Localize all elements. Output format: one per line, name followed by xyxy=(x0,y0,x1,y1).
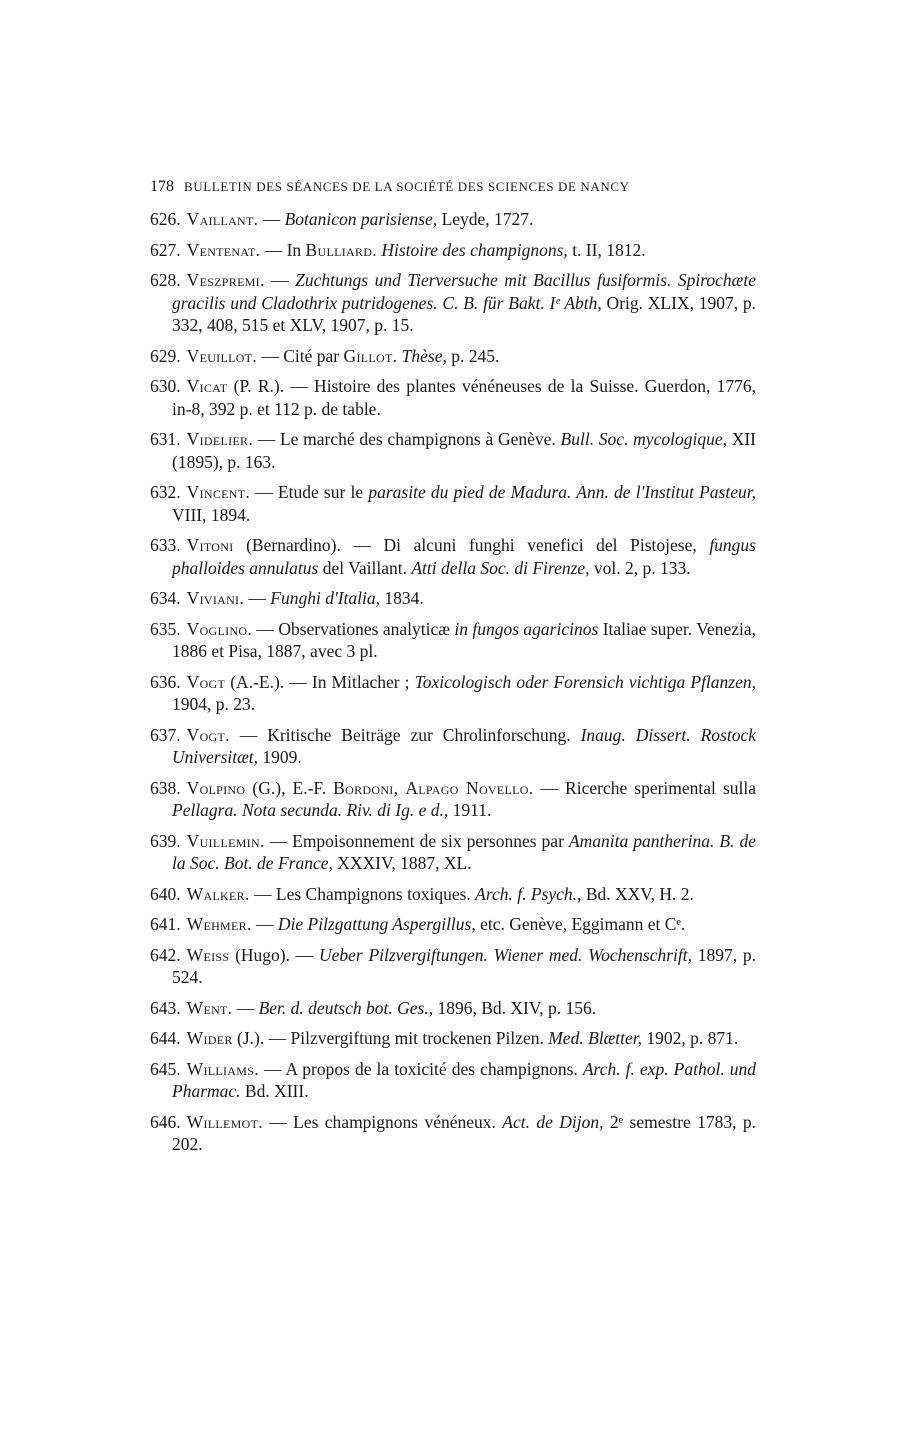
entry-text: — Les champignons vénéneux. xyxy=(262,1111,503,1132)
bibliography-entry xyxy=(150,534,756,579)
bibliography-entry xyxy=(150,481,756,526)
entry-number: 633. xyxy=(150,535,181,555)
author-name: Weiss xyxy=(186,944,230,965)
title-text: Pellagra. Nota secunda. Riv. di Ig. e d., xyxy=(172,800,449,820)
title-text: Die Pilzgattung Aspergillus, xyxy=(277,914,476,934)
bibliography-entry xyxy=(150,208,756,231)
author-name: Veszpremi. xyxy=(186,270,265,290)
entry-number: 636. xyxy=(150,671,181,692)
bibliography-entry xyxy=(150,997,756,1020)
entry-number: 645. xyxy=(150,1058,181,1079)
bibliography-entry xyxy=(150,345,756,368)
author-name: Vitoni xyxy=(186,535,234,555)
entry-number: 637. xyxy=(150,724,181,745)
bibliography-entry xyxy=(150,1111,756,1156)
entry-text: — A propos de la toxicité des champignons. xyxy=(258,1058,583,1079)
bibliography-list xyxy=(150,208,756,1164)
entry-text: p. 245. xyxy=(446,345,500,366)
title-text: fungus phalloides annulatus xyxy=(172,535,756,578)
bibliography-entry xyxy=(150,428,756,473)
entry-text: (J.). — Pilzvergiftung mit trockenen Pilzen. xyxy=(232,1028,549,1048)
page-number: 178 xyxy=(150,178,174,195)
author-name: Bordoni, xyxy=(333,777,399,798)
author-name: Vuillemin. xyxy=(186,830,265,851)
author-name: Voglino. xyxy=(186,618,253,639)
entry-text: — xyxy=(264,270,296,290)
bibliography-entry xyxy=(150,724,756,769)
title-text: Zuchtungs und Tierversuche mit Bacillus fusiformis. Spirochæte gracilis und Cladothrix putridogenes. C. B. für Bakt. Iᵉ Abth, xyxy=(172,270,756,313)
entry-number: 644. xyxy=(150,1028,181,1048)
entry-number: 629. xyxy=(150,345,181,366)
entry-number: 627. xyxy=(150,239,181,260)
bibliography-entry xyxy=(150,269,756,337)
entry-text: — Ricerche sperimental sulla xyxy=(533,777,756,798)
entry-text: — xyxy=(251,914,278,934)
entry-text: Italiae super. Venezia, 1886 et Pisa, 1887, avec 3 pl. xyxy=(172,618,756,661)
title-text: Ueber Pilzvergiftungen. Wiener med. Wochenschrift, xyxy=(318,944,693,965)
entry-text: Bd. XIII. xyxy=(240,1081,309,1101)
entry-number: 640. xyxy=(150,883,181,904)
bibliography-entry xyxy=(150,671,756,716)
entry-text: — Cité par xyxy=(257,345,344,366)
entry-number: 634. xyxy=(150,588,181,608)
bibliography-entry xyxy=(150,618,756,663)
author-name: Alpago Novello. xyxy=(405,777,534,798)
entry-text: — Empoisonnement de six personnes par xyxy=(264,830,569,851)
author-name: Veuillot. xyxy=(186,345,257,366)
running-head-title: BULLETIN DES SÉANCES DE LA SOCIÉTÉ DES SCIENCES DE NANCY xyxy=(184,179,630,194)
entry-text: Leyde, 1727. xyxy=(437,209,534,229)
entry-text: XXXIV, 1887, XL. xyxy=(332,853,472,873)
entry-text: 1902, p. 871. xyxy=(642,1028,739,1048)
entry-text: Bd. XXV, H. 2. xyxy=(581,883,694,904)
author-name: Viviani. xyxy=(186,588,245,608)
bibliography-entry xyxy=(150,944,756,989)
entry-text: t. II, 1812. xyxy=(567,239,646,260)
entry-number: 646. xyxy=(150,1111,181,1132)
title-text: Funghi d'Italia, xyxy=(270,588,380,608)
title-text: Toxicologisch oder Forensich vichtiga Pflanzen, xyxy=(414,671,756,692)
entry-number: 643. xyxy=(150,997,181,1018)
entry-text: — Les Champignons toxiques. xyxy=(249,883,476,904)
bibliography-entry xyxy=(150,883,756,906)
title-text: Amanita pantherina. B. de la Soc. Bot. de France, xyxy=(172,830,756,873)
entry-text: (Bernardino). — Di alcuni funghi venefici del Pistojese, xyxy=(233,535,710,555)
author-name: Wider xyxy=(186,1028,233,1048)
entry-text: (G.), E.-F. xyxy=(245,777,334,798)
bibliography-entry xyxy=(150,1027,756,1050)
entry-text: (Hugo). — xyxy=(229,944,319,965)
entry-text: XII (1895), p. 163. xyxy=(172,429,756,472)
entry-text: 1909. xyxy=(258,747,302,767)
title-text: parasite du pied de Madura. Ann. de l'Institut Pasteur, xyxy=(368,482,756,502)
entry-number: 632. xyxy=(150,482,181,502)
bibliography-entry xyxy=(150,1058,756,1103)
entry-text: — xyxy=(232,997,259,1018)
entry-text: — Observationes analyticæ xyxy=(252,618,455,639)
bibliography-entry xyxy=(150,830,756,875)
author-name: Vicat xyxy=(186,376,228,396)
entry-text: — In xyxy=(260,239,306,260)
title-text: Arch. f. exp. Pathol. und Pharmac. xyxy=(172,1058,756,1101)
bibliography-entry xyxy=(150,239,756,262)
title-text: Histoire des champignons, xyxy=(381,239,568,260)
entry-text: 2ᵉ semestre 1783, p. 202. xyxy=(172,1111,756,1154)
entry-number: 631. xyxy=(150,429,181,449)
bibliography-entry xyxy=(150,587,756,610)
author-name: Vogt xyxy=(186,671,226,692)
entry-text: — Le marché des champignons à Genève. xyxy=(253,429,561,449)
author-name: Ventenat. xyxy=(186,239,261,260)
bibliography-entry xyxy=(150,913,756,936)
entry-number: 628. xyxy=(150,270,181,290)
author-name: Wehmer. xyxy=(186,914,252,934)
entry-text: 1834. xyxy=(380,588,424,608)
entry-text: — Etude sur le xyxy=(250,482,369,502)
title-text: Bull. Soc. mycologique, xyxy=(560,429,727,449)
author-name: Vaillant. xyxy=(186,209,259,229)
title-text: Thèse, xyxy=(401,345,447,366)
title-text: Act. de Dijon, xyxy=(502,1111,604,1132)
bibliography-entry xyxy=(150,375,756,420)
author-name: Gillot. xyxy=(343,345,398,366)
title-text: Med. Blætter, xyxy=(548,1028,643,1048)
author-name: Vincent. xyxy=(186,482,251,502)
entry-text: — xyxy=(258,209,285,229)
title-text: Botanicon parisiense, xyxy=(284,209,438,229)
author-name: Willemot. xyxy=(186,1111,263,1132)
title-text: Atti della Soc. di Firenze, xyxy=(411,557,590,578)
entry-text: — Kritische Beiträge zur Chrolinforschung. xyxy=(229,724,581,745)
entry-text: etc. Genève, Eggimann et Cᵉ. xyxy=(475,914,686,934)
running-header xyxy=(150,178,760,196)
entry-number: 635. xyxy=(150,618,181,639)
entry-number: 642. xyxy=(150,944,181,965)
entry-text: 1897, p. 524. xyxy=(172,944,756,987)
entry-number: 641. xyxy=(150,914,181,934)
entry-text: — xyxy=(244,588,271,608)
author-name: Volpino xyxy=(186,777,246,798)
entry-text: 1896, Bd. XIV, p. 156. xyxy=(433,997,597,1018)
title-text: Inaug. Dissert. Rostock Universitæt, xyxy=(172,724,756,767)
entry-text: (A.-E.). — In Mitlacher ; xyxy=(225,671,415,692)
title-text: Arch. f. Psych., xyxy=(475,883,582,904)
entry-text: 1904, p. 23. xyxy=(172,694,256,714)
author-name: Williams. xyxy=(186,1058,259,1079)
entry-text: del Vaillant. xyxy=(318,557,412,578)
entry-text: 1911. xyxy=(448,800,492,820)
bibliography-entry xyxy=(150,777,756,822)
entry-number: 638. xyxy=(150,777,181,798)
author-name: Bulliard. xyxy=(305,239,377,260)
entry-text: Orig. XLIX, 1907, p. 332, 408, 515 et XLV, 1907, p. 15. xyxy=(172,292,756,335)
entry-text: VIII, 1894. xyxy=(172,504,251,525)
author-name: Vogt. xyxy=(186,724,230,745)
author-name: Walker. xyxy=(186,883,250,904)
entry-number: 626. xyxy=(150,209,181,229)
entry-number: 639. xyxy=(150,830,181,851)
entry-number: 630. xyxy=(150,376,181,396)
author-name: Went. xyxy=(186,997,233,1018)
title-text: Ber. d. deutsch bot. Ges., xyxy=(258,997,434,1018)
entry-text: vol. 2, p. 133. xyxy=(589,557,691,578)
author-name: Videlier. xyxy=(186,429,253,449)
entry-text: (P. R.). — Histoire des plantes vénéneuses de la Suisse. Guerdon, 1776, in-8, 392 p. et 112 p. de table. xyxy=(172,376,756,419)
title-text: in fungos agaricinos xyxy=(454,618,599,639)
